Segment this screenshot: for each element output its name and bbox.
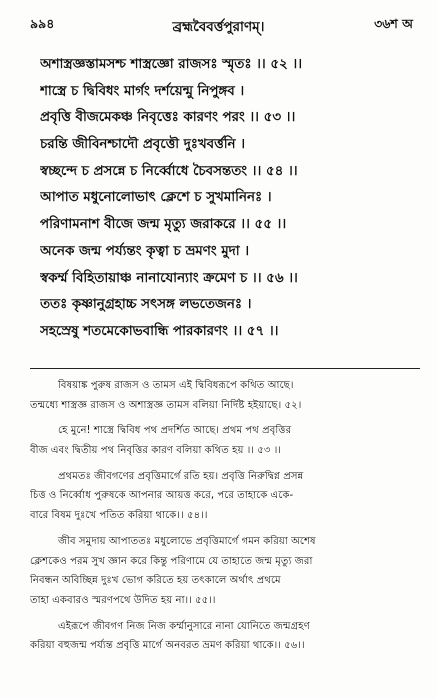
verse-line: প্রবৃত্তি বীজমেকঞ্চ নিবৃত্তেঃ কারণং পরং ।। ৫৩ ।।	[40, 110, 296, 126]
commentary-line: বীজ এবং দ্বিতীয় পথ নিবৃত্তির কারণ বলিয়া কথিত হয় ।। ৫৩ ।।	[30, 445, 282, 457]
chapter-label: ৩৬শ অ	[374, 16, 413, 31]
bengali-commentary	[30, 376, 420, 662]
page-header	[0, 16, 437, 38]
commentary-line: বিষয়াঙ্ক পুরুষ রাজস ও তামস এই দ্বিবিধরূপে কথিত আছে।	[58, 380, 294, 391]
verse-line: সহস্রেষু শতমেকোভবান্ধি পারকারণং ।। ৫৭ ।।	[40, 323, 279, 339]
running-title: ব্রহ্মবৈবর্ত্তপুরাণম্।	[172, 19, 265, 35]
commentary-line: এইরূপে জীবগণ নিজ নিজ কর্ম্মানুসারে নানা যোনিতে জন্মগ্রহণ	[58, 620, 310, 632]
commentary-paragraph	[30, 376, 420, 415]
verse-line: ততঃ কৃষ্ণানুগ্রহাচ্চ সৎসঙ্গ লভতেজনঃ ।	[40, 297, 252, 313]
commentary-line: জীব সমুদায় আপাততঃ মধুলোভে প্রবৃত্তিমার্গে গমন করিয়া অশেষ	[58, 535, 316, 547]
verse-line: চরন্তি জীবিনশ্চাদৌ প্রবৃত্তৌ দুঃখবর্ত্তনি ।	[40, 137, 245, 153]
commentary-line: হে মুনে! শাস্ত্রে দ্বিবিধ পথ প্রদর্শিত আছে। প্রথম পথ প্রবৃত্তির	[58, 425, 292, 437]
commentary-line: নিবন্ধন অবিচ্ছিন্ন দুঃখ ভোগ করিতে হয় তৎকালে অর্থাৎ প্রথমে	[30, 575, 281, 587]
verse-line: আপাত মধুনোলোভাৎ ক্লেশে চ সুখমানিনঃ ।	[40, 190, 272, 206]
commentary-paragraph	[30, 467, 420, 526]
verse-line: শাস্ত্রে চ দ্বিবিধং মার্গং দর্শয়েন্মু নিপুঙ্গব ।	[40, 83, 245, 99]
commentary-paragraph	[30, 532, 420, 611]
commentary-paragraph	[30, 617, 420, 656]
commentary-line: করিয়া বহুজন্ম পর্য্যন্ত প্রবৃত্তি মার্গে অনবরত ভ্রমণ করিয়া থাকে।। ৫৬।।	[30, 640, 305, 652]
commentary-line: তাহা একবারও স্মরণপথে উদিত হয় না।। ৫৫।।	[30, 594, 216, 606]
commentary-line: বারে বিষম দুঃখে পতিত করিয়া থাকে।। ৫৪।।	[30, 510, 208, 522]
verse-line: অশাস্ত্রজ্ঞস্তামসশ্চ শাস্ত্রজ্ঞো রাজসঃ স্মৃতঃ ।। ৫২ ।।	[40, 57, 303, 72]
section-divider	[30, 368, 420, 369]
commentary-line: চিত্ত ও নির্ব্বোধ পুরুষকে আপনার আয়ত্ত করে, পরে তাহাকে একে-	[30, 490, 294, 502]
page-number: ৯৯৪	[30, 16, 55, 31]
sanskrit-verses	[40, 52, 420, 346]
verse-line: স্বকর্ম্ম বিহিতায়াঞ্চ নানাযোন্যাং ক্রমেণ চ ।। ৫৬ ।।	[40, 270, 298, 286]
commentary-line: প্রথমতঃ জীবগণের প্রবৃত্তিমার্গে রতি হয়। প্রবৃত্তি নিরুদ্বিগ্ন প্রসন্ন	[58, 470, 304, 482]
commentary-line: তন্মধ্যে শাস্ত্রজ্ঞ রাজস ও অশাস্ত্রজ্ঞ তামস বলিয়া নির্দিষ্ট হইয়াছে। ৫২।	[30, 399, 302, 411]
commentary-paragraph	[30, 421, 420, 460]
verse-line: স্বচ্ছন্দে চ প্রসন্নে চ নির্ব্বোধে চৈবসন্ততং ।। ৫৪ ।।	[40, 163, 298, 179]
verse-line: পরিণামনাশ বীজে জন্ম মৃত্যু জরাকরে ।। ৫৫ ।।	[40, 217, 287, 233]
verse-line: অনেক জন্ম পর্য্যন্তং কৃত্বা চ ভ্রমণং মুদা ।	[40, 243, 250, 259]
commentary-line: ক্লেশকেও পরম সুখ জ্ঞান করে কিন্তু পরিণামে যে তাহাতে জন্ম মৃত্যু জরা	[30, 555, 313, 567]
